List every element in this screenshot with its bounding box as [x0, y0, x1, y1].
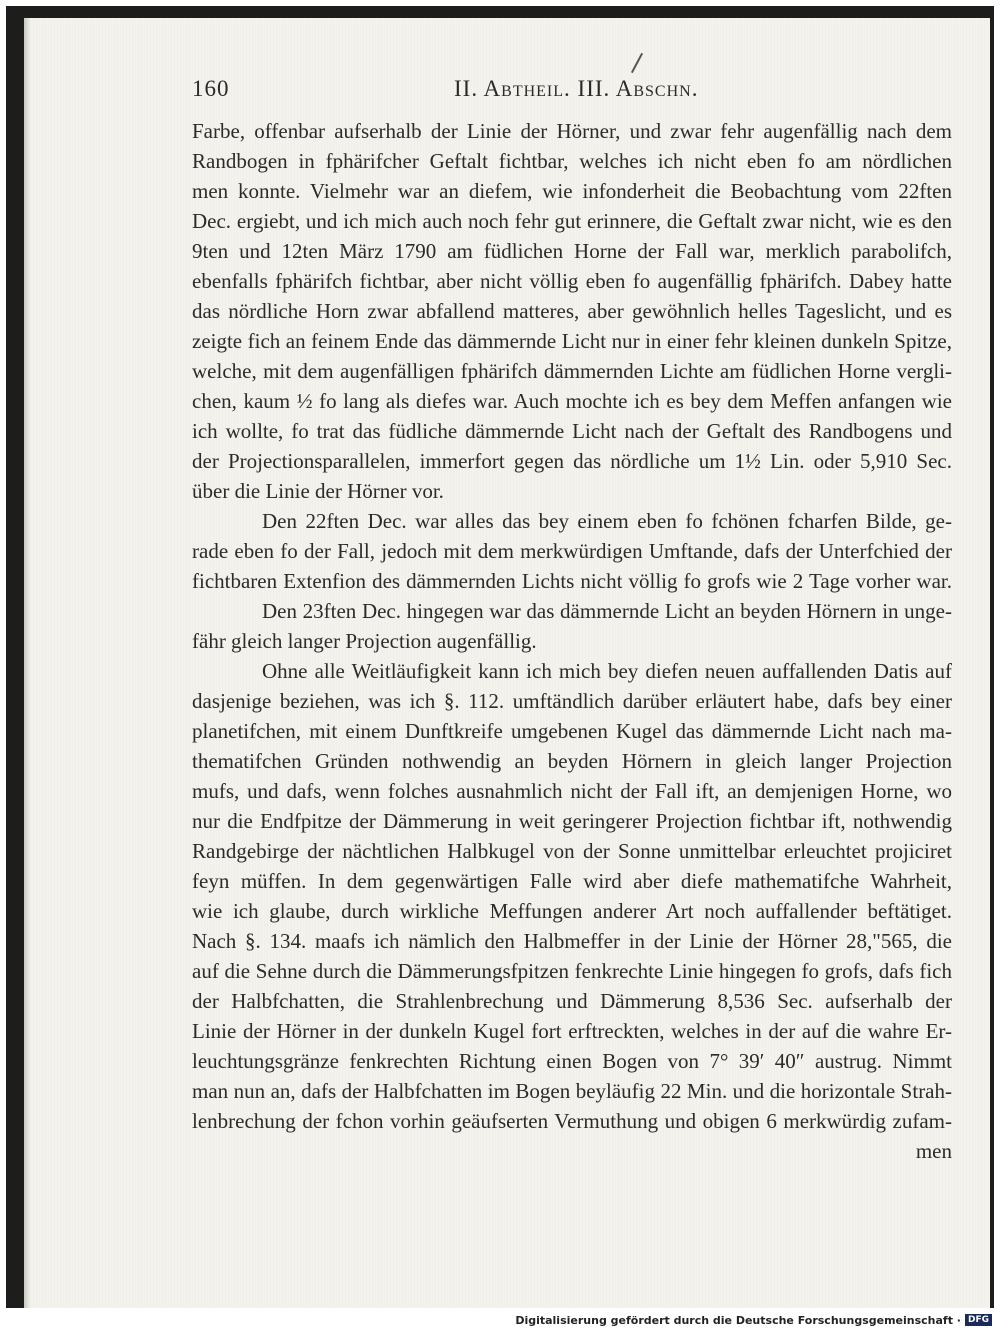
text-line	[192, 926, 952, 956]
digitization-footer	[515, 1313, 992, 1327]
text-line-content: Den 22ften Dec. war alles das bey einem eben fo fchönen fcharfen Bilde, ge-	[262, 509, 952, 533]
text-line	[192, 116, 952, 146]
text-line-content: lenbrechung der fchon vorhin geäufserten Vermuthung und obigen 6 merkwürdig zufam-	[192, 1109, 952, 1133]
text-line-content: das nördliche Horn zwar abfallend matteres, aber gewöhnlich helles Tageslicht, und es	[192, 299, 952, 323]
text-line-content: chen, kaum ½ fo lang als diefes war. Auch mochte ich es bey dem Meffen anfangen wie	[192, 389, 952, 413]
text-line-content: der Halbfchatten, die Strahlenbrechung und Dämmerung 8,536 Sec. aufserhalb der	[192, 989, 952, 1013]
text-line-content: Farbe, offenbar aufserhalb der Linie der Hörner, und zwar fehr augenfällig nach dem	[192, 119, 952, 143]
text-line-content: thematifchen Gründen nothwendig an beyden Hörnern in gleich langer Projection	[192, 749, 952, 773]
text-line-content: Dec. ergiebt, und ich mich auch noch fehr gut erinnere, die Geftalt zwar nicht, wie es den	[192, 209, 952, 233]
text-line	[192, 896, 952, 926]
text-line	[192, 416, 952, 446]
catchword	[192, 1136, 952, 1166]
text-line-content: Den 23ften Dec. hingegen war das dämmernde Licht an beyden Hörnern in unge-	[262, 599, 952, 623]
text-line	[192, 386, 952, 416]
text-line	[192, 266, 952, 296]
text-line-content: man nun an, dafs der Halbfchatten im Bogen beyläufig 22 Min. und die horizontale Strah-	[192, 1079, 952, 1103]
text-line-content: Randgebirge der nächtlichen Halbkugel von der Sonne unmittelbar erleuchtet projiciret	[192, 839, 952, 863]
text-line	[192, 326, 952, 356]
text-line-content: feyn müffen. In dem gegenwärtigen Falle wird aber diefe mathematifche Wahrheit,	[192, 869, 952, 893]
text-line	[192, 506, 952, 536]
text-line	[192, 206, 952, 236]
catchword-text: men	[915, 1139, 952, 1163]
text-line	[192, 956, 952, 986]
text-line-content: Nach §. 134. maafs ich nämlich den Halbmeffer in der Linie der Hörner 28,"565, die	[192, 929, 952, 953]
text-line-content: leuchtungsgränze fenkrechten Richtung einen Bogen von 7° 39′ 40″ austrug. Nimmt	[192, 1049, 952, 1073]
text-line-content: mufs, und dafs, wenn folches ausnahmlich nicht der Fall ift, an demjenigen Horne, wo	[192, 779, 952, 803]
running-head: II. Abtheil. III. Abschn.	[454, 76, 699, 101]
text-line	[192, 536, 952, 566]
text-line	[192, 866, 952, 896]
text-line	[192, 986, 952, 1016]
text-line	[192, 1046, 952, 1076]
text-line-content: wie ich glaube, durch wirkliche Meffungen anderer Art noch auffallender beftätiget.	[192, 899, 952, 923]
text-line-content: dasjenige beziehen, was ich §. 112. umftändlich darüber erläutert habe, dafs bey einer	[192, 689, 952, 713]
text-line	[192, 746, 952, 776]
text-line	[192, 296, 952, 326]
text-line	[192, 476, 952, 506]
text-line	[192, 236, 952, 266]
text-line	[192, 776, 952, 806]
text-line	[192, 146, 952, 176]
text-line	[192, 1106, 952, 1136]
text-line-content: ich wollte, fo trat das füdliche dämmernde Licht nach der Geftalt des Randbogens und	[192, 419, 952, 443]
text-line-content: welche, mit dem augenfälligen fphärifch dämmernden Lichte am füdlichen Horne vergli-	[192, 359, 952, 383]
page-spine-shadow	[24, 18, 30, 1308]
text-line-content: nur die Endfpitze der Dämmerung in weit geringerer Projection fichtbar ift, nothwendig	[192, 809, 952, 833]
text-line	[192, 176, 952, 206]
text-line-content: fichtbaren Extenfion des dämmernden Lichts nicht völlig fo grofs wie 2 Tage vorher war.	[192, 569, 952, 593]
page-header	[192, 72, 952, 102]
text-line	[192, 656, 952, 686]
text-line	[192, 716, 952, 746]
page-number: 160	[192, 76, 230, 101]
text-line-content: über die Linie der Hörner vor.	[192, 479, 444, 503]
text-line	[192, 626, 952, 656]
text-line-content: men konnte. Vielmehr war an diefem, wie infonderheit die Beobachtung vom 22ften	[192, 179, 952, 203]
text-line-content: planetifchen, mit einem Dunftkreife umgebenen Kugel das dämmernde Licht nach ma-	[192, 719, 952, 743]
text-line	[192, 836, 952, 866]
text-line	[192, 806, 952, 836]
text-line-content: rade eben fo der Fall, jedoch mit dem merkwürdigen Umftande, dafs der Unterfchied der	[192, 539, 952, 563]
text-line-content: Linie der Hörner in der dunkeln Kugel fort erftreckten, welches in der auf die wahre Er-	[192, 1019, 952, 1043]
text-line	[192, 566, 952, 596]
text-line-content: Randbogen in fphärifcher Geftalt fichtbar, welches ich nicht eben fo am nördlichen	[192, 149, 952, 173]
text-line-content: fähr gleich langer Projection augenfällig.	[192, 629, 537, 653]
text-line	[192, 446, 952, 476]
text-line-content: zeigte fich an feinem Ende das dämmernde Licht nur in einer fehr kleinen dunkeln Spitze,	[192, 329, 952, 353]
text-line-content: auf die Sehne durch die Dämmerungsfpitzen fenkrechte Linie hingegen fo grofs, dafs fich	[192, 959, 952, 983]
text-line	[192, 1076, 952, 1106]
text-line-content: ebenfalls fphärifch fichtbar, aber nicht völlig eben fo augenfällig fphärifch. Dabey hatte	[192, 269, 952, 293]
text-line	[192, 1016, 952, 1046]
dfg-logo: DFG	[965, 1314, 992, 1326]
text-line	[192, 686, 952, 716]
body-text	[192, 116, 952, 1166]
text-line-content: Ohne alle Weitläufigkeit kann ich mich bey diefen neuen auffallenden Datis auf	[262, 659, 952, 683]
text-line-content: der Projectionsparallelen, immerfort gegen das nördliche um 1½ Lin. oder 5,910 Sec.	[192, 449, 952, 473]
text-line	[192, 596, 952, 626]
text-line	[192, 356, 952, 386]
footer-text: Digitalisierung gefördert durch die Deutsche Forschungsgemeinschaft ·	[515, 1313, 961, 1327]
text-line-content: 9ten und 12ten März 1790 am füdlichen Horne der Fall war, merklich parabolifch,	[192, 239, 952, 263]
